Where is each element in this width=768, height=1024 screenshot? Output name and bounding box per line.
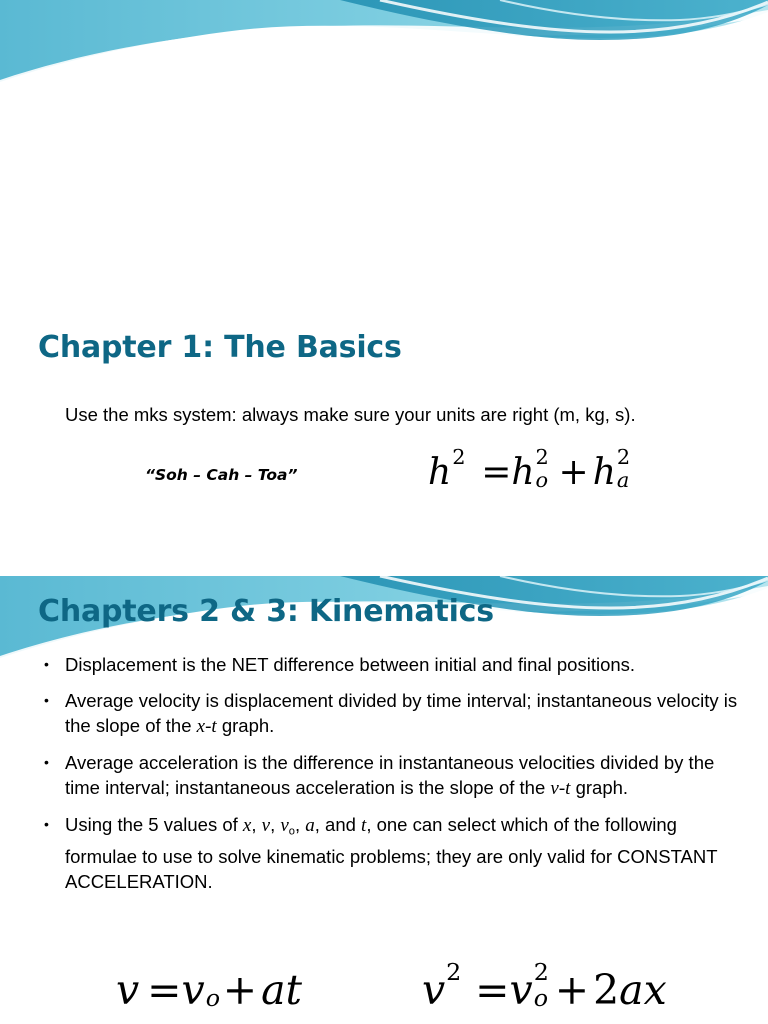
list-item: [44, 688, 744, 739]
trig-mnemonic: “Soh – Cah – Toa”: [145, 466, 298, 484]
eq-h: h: [428, 452, 452, 493]
var-vo-subscript: o: [288, 825, 295, 838]
eq-ho: h: [511, 452, 535, 493]
kinematic-equation-velocity-squared: [422, 957, 667, 1014]
var-t: t: [361, 815, 367, 836]
eq-vo: v: [509, 966, 533, 1014]
eq-v: v: [422, 966, 446, 1014]
slide-title: Chapter 1: The Basics: [38, 330, 402, 365]
eq-at: at: [261, 966, 302, 1014]
bullet-dot-icon: •: [44, 816, 49, 832]
list-item: [44, 750, 744, 801]
slide-title: Chapters 2 & 3: Kinematics: [38, 594, 494, 629]
bullet-variable: v-t: [550, 778, 571, 799]
eq-two: 2: [593, 966, 620, 1014]
separator: ,: [251, 814, 262, 835]
separator: ,: [270, 814, 281, 835]
bullet-dot-icon: •: [44, 754, 49, 770]
eq-ho-exponent: 2: [535, 444, 549, 469]
pythagorean-equation: [428, 444, 631, 493]
eq-equals: =: [475, 966, 510, 1014]
var-x: x: [242, 815, 252, 836]
units-statement: Use the mks system: always make sure your units are right (m, kg, s).: [65, 404, 636, 425]
eq-vo-subscript: o: [533, 983, 549, 1012]
eq-vo-subscript: o: [205, 983, 221, 1012]
separator: , and: [314, 814, 362, 835]
eq-v-exponent: 2: [446, 957, 462, 986]
list-item: [44, 652, 744, 677]
eq-equals: =: [147, 966, 182, 1014]
bullet-list: [44, 652, 744, 905]
header-wave-decoration: [0, 0, 768, 90]
bullet-text: Average acceleration is the difference in instantaneous velocities divided by the time interval; instantaneous acceleration is the slope of the: [65, 752, 715, 798]
eq-plus: +: [222, 966, 258, 1014]
eq-ha-subscript: a: [616, 467, 630, 492]
bullet-text: Using the 5 values of: [65, 814, 243, 835]
var-a: a: [305, 815, 315, 836]
eq-h-exponent: 2: [452, 444, 466, 469]
separator: ,: [294, 814, 306, 835]
bullet-text: , one can select which of the following formulae to use to solve kinematic problems; they are only valid for CONSTANT ACCELERATION.: [65, 814, 718, 893]
bullet-dot-icon: •: [44, 692, 49, 708]
bullet-text: graph.: [216, 715, 275, 736]
eq-v: v: [116, 966, 140, 1014]
list-item: [44, 812, 744, 894]
bullet-text: Average velocity is displacement divided by time interval; instantaneous velocity is the slope of the: [65, 690, 738, 736]
eq-ha: h: [592, 452, 616, 493]
eq-vo-exponent: 2: [533, 957, 549, 986]
eq-ho-subscript: o: [535, 467, 549, 492]
var-vo: v: [280, 815, 289, 836]
var-v: v: [261, 815, 271, 836]
slide-kinematics: [0, 576, 768, 1024]
bullet-dot-icon: •: [44, 656, 49, 672]
eq-ha-exponent: 2: [616, 444, 631, 469]
eq-plus: +: [554, 966, 590, 1014]
eq-equals: =: [481, 452, 512, 493]
eq-plus: +: [558, 452, 589, 493]
eq-ax: ax: [619, 966, 667, 1014]
bullet-variable: x-t: [196, 716, 217, 737]
eq-vo: v: [181, 966, 205, 1014]
bullet-text: graph.: [570, 777, 629, 798]
kinematic-equation-velocity: [116, 966, 302, 1014]
bullet-text: Displacement is the NET difference between initial and final positions.: [65, 654, 636, 675]
